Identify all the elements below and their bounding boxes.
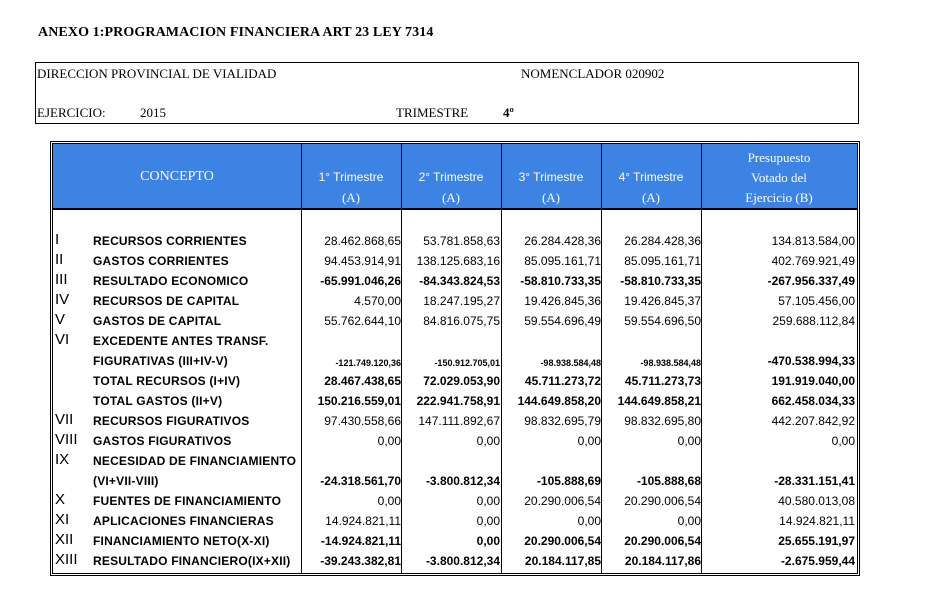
cell-value: -58.810.733,35 xyxy=(520,274,601,288)
cell-value: 0,00 xyxy=(476,514,500,528)
ejercicio-value: 2015 xyxy=(140,105,166,120)
cell-value: 134.813.584,00 xyxy=(771,234,855,248)
cell-value: 59.554.696,50 xyxy=(624,314,701,328)
header-t4-label: 4° Trimestre xyxy=(618,170,684,184)
cell-value: 94.453.914,91 xyxy=(324,254,401,268)
cell-value: 19.426.845,37 xyxy=(624,294,701,308)
table-row xyxy=(53,230,857,250)
header-t3 xyxy=(501,144,601,208)
header-t1-a: (A) xyxy=(341,190,361,205)
row-number: XIII xyxy=(55,551,78,568)
cell-value: 442.207.842,92 xyxy=(771,414,855,428)
row-number: XI xyxy=(55,511,70,528)
cell-value: -3.800.812,34 xyxy=(425,554,500,568)
cell-value: -121.749.120,36 xyxy=(335,358,401,368)
row-label: FIGURATIVAS (III+IV-V) xyxy=(93,354,228,368)
header-t2-a: (A) xyxy=(441,190,461,205)
cell-value: -84.343.824,53 xyxy=(419,274,500,288)
table-row xyxy=(53,290,857,310)
cell-value: 144.649.858,20 xyxy=(517,394,601,408)
row-number: I xyxy=(55,231,60,248)
table-row xyxy=(53,410,857,430)
cell-value: 57.105.456,00 xyxy=(778,294,855,308)
cell-value: 402.769.921,49 xyxy=(771,254,855,268)
cell-value: 26.284.428,36 xyxy=(624,234,701,248)
cell-value: 20.184.117,86 xyxy=(624,554,701,568)
row-label: (VI+VII-VIII) xyxy=(93,474,159,488)
row-label: EXCEDENTE ANTES TRANSF. xyxy=(93,334,269,348)
table-row xyxy=(53,470,857,490)
cell-value: 0,00 xyxy=(677,434,701,448)
row-number: X xyxy=(55,491,66,508)
header-t1-label: 1° Trimestre xyxy=(318,170,384,184)
header-t3-a: (A) xyxy=(541,190,561,205)
cell-value: 28.462.868,65 xyxy=(324,234,401,248)
financial-table xyxy=(52,143,858,574)
cell-value: 20.290.006,54 xyxy=(524,494,601,508)
row-number: XII xyxy=(55,531,74,548)
header-t3-label: 3° Trimestre xyxy=(518,170,584,184)
table-row xyxy=(53,490,857,510)
table-row xyxy=(53,270,857,290)
cell-value: 144.649.858,21 xyxy=(617,394,701,408)
trimestre-label: TRIMESTRE xyxy=(396,105,469,120)
header-pres-line2: Votado del xyxy=(751,170,807,185)
row-number: III xyxy=(55,271,68,288)
row-label: FUENTES DE FINANCIAMIENTO xyxy=(93,494,282,508)
cell-value: -28.331.151,41 xyxy=(774,474,855,488)
row-label: RECURSOS DE CAPITAL xyxy=(93,294,240,308)
cell-value: 14.924.821,11 xyxy=(325,514,401,528)
cell-value: 20.184.117,85 xyxy=(524,554,601,568)
row-number: VII xyxy=(55,411,74,428)
cell-value: -105.888,69 xyxy=(536,474,601,488)
row-number: IV xyxy=(55,291,70,308)
header-pres-line1: Presupuesto xyxy=(747,150,811,165)
cell-value: 18.247.195,27 xyxy=(423,294,500,308)
cell-value: 20.290.006,54 xyxy=(624,534,701,548)
cell-value: 72.029.053,90 xyxy=(423,374,500,388)
info-box xyxy=(35,62,859,124)
cell-value: 150.216.559,01 xyxy=(317,394,401,408)
cell-value: -267.956.337,49 xyxy=(767,274,855,288)
cell-value: 45.711.273,72 xyxy=(524,374,601,388)
table-row xyxy=(53,430,857,450)
row-number: V xyxy=(55,311,66,328)
cell-value: -65.991.046,26 xyxy=(320,274,401,288)
cell-value: 59.554.696,49 xyxy=(524,314,601,328)
cell-value: 138.125.683,16 xyxy=(416,254,500,268)
header-pres-line3: Ejercicio (B) xyxy=(745,190,813,205)
cell-value: 222.941.758,91 xyxy=(416,394,500,408)
cell-value: -2.675.959,44 xyxy=(780,554,855,568)
cell-value: 0,00 xyxy=(577,514,601,528)
cell-value: -39.243.382,81 xyxy=(320,554,401,568)
cell-value: 0,00 xyxy=(476,494,500,508)
row-label: RECURSOS FIGURATIVOS xyxy=(93,414,250,428)
cell-value: -150.912.705,01 xyxy=(434,358,500,368)
cell-value: 85.095.161,71 xyxy=(624,254,701,268)
cell-value: -24.318.561,70 xyxy=(320,474,401,488)
direccion-label: DIRECCION PROVINCIAL DE VIALIDAD xyxy=(37,66,277,81)
cell-value: 0,00 xyxy=(377,434,401,448)
row-label: GASTOS CORRIENTES xyxy=(93,254,229,268)
cell-value: 0,00 xyxy=(577,434,601,448)
row-label: NECESIDAD DE FINANCIAMIENTO xyxy=(93,454,297,468)
table-row xyxy=(53,450,857,470)
row-label: GASTOS DE CAPITAL xyxy=(93,314,222,328)
ejercicio-label: EJERCICIO: xyxy=(37,105,106,120)
cell-value: 53.781.858,63 xyxy=(423,234,500,248)
table-row xyxy=(53,390,857,410)
header-t2-label: 2° Trimestre xyxy=(418,170,484,184)
header-concepto xyxy=(53,144,301,208)
cell-value: 0,00 xyxy=(476,434,500,448)
table-row xyxy=(53,350,857,370)
header-t1 xyxy=(301,144,401,208)
cell-value: 28.467.438,65 xyxy=(324,374,401,388)
table-row xyxy=(53,370,857,390)
row-label: RECURSOS CORRIENTES xyxy=(93,234,247,248)
table-row xyxy=(53,530,857,550)
row-number: VIII xyxy=(55,431,78,448)
row-label: TOTAL RECURSOS (I+IV) xyxy=(93,374,241,388)
cell-value: 98.832.695,80 xyxy=(624,414,701,428)
cell-value: -98.938.584,48 xyxy=(540,358,601,368)
cell-value: 19.426.845,36 xyxy=(524,294,601,308)
cell-value: 0,00 xyxy=(377,494,401,508)
cell-value: 259.688.112,84 xyxy=(772,314,855,328)
cell-value: 20.290.006,54 xyxy=(524,534,601,548)
cell-value: -470.538.994,33 xyxy=(767,354,855,368)
header-presupuesto xyxy=(701,144,857,208)
cell-value: 26.284.428,36 xyxy=(524,234,601,248)
table-row xyxy=(53,310,857,330)
cell-value: 0,00 xyxy=(476,534,500,548)
cell-value: 14.924.821,11 xyxy=(779,514,855,528)
cell-value: 0,00 xyxy=(831,434,855,448)
table-row xyxy=(53,510,857,530)
cell-value: 45.711.273,73 xyxy=(624,374,701,388)
cell-value: 4.570,00 xyxy=(354,294,401,308)
cell-value: -3.800.812,34 xyxy=(425,474,500,488)
cell-value: 84.816.075,75 xyxy=(423,314,500,328)
table-header xyxy=(53,144,857,210)
cell-value: -14.924.821,11 xyxy=(320,534,401,548)
row-label: FINANCIAMIENTO NETO(X-XI) xyxy=(93,534,270,548)
trimestre-value: 4º xyxy=(503,105,514,120)
header-t4-a: (A) xyxy=(641,190,661,205)
row-label: RESULTADO ECONOMICO xyxy=(93,274,249,288)
table-row xyxy=(53,250,857,270)
header-t2 xyxy=(401,144,501,208)
row-number: II xyxy=(55,251,64,268)
cell-value: -58.810.733,35 xyxy=(620,274,701,288)
table-row xyxy=(53,550,857,570)
row-label: RESULTADO FINANCIERO(IX+XII) xyxy=(93,554,291,568)
table-row xyxy=(53,330,857,350)
header-concepto-label: CONCEPTO xyxy=(140,169,214,184)
cell-value: 0,00 xyxy=(677,514,701,528)
cell-value: 147.111.892,67 xyxy=(418,414,500,428)
document-title: ANEXO 1:PROGRAMACION FINANCIERA ART 23 LEY 7314 xyxy=(38,25,434,40)
row-label: TOTAL GASTOS (II+V) xyxy=(93,394,223,408)
cell-value: 40.580.013,08 xyxy=(778,494,855,508)
cell-value: 85.095.161,71 xyxy=(524,254,601,268)
row-number: IX xyxy=(55,451,70,468)
row-label: APLICACIONES FINANCIERAS xyxy=(93,514,274,528)
cell-value: 20.290.006,54 xyxy=(624,494,701,508)
cell-value: 98.832.695,79 xyxy=(524,414,601,428)
cell-value: -105.888,68 xyxy=(636,474,701,488)
cell-value: 191.919.040,00 xyxy=(771,374,855,388)
cell-value: 662.458.034,33 xyxy=(771,394,855,408)
nomenclador-label: NOMENCLADOR 020902 xyxy=(521,66,665,81)
cell-value: -98.938.584,48 xyxy=(640,358,701,368)
header-t4 xyxy=(601,144,701,208)
cell-value: 25.655.191,97 xyxy=(778,534,855,548)
cell-value: 97.430.558,66 xyxy=(324,414,401,428)
cell-value: 55.762.644,10 xyxy=(324,314,401,328)
row-number: VI xyxy=(55,331,70,348)
row-label: GASTOS FIGURATIVOS xyxy=(93,434,232,448)
